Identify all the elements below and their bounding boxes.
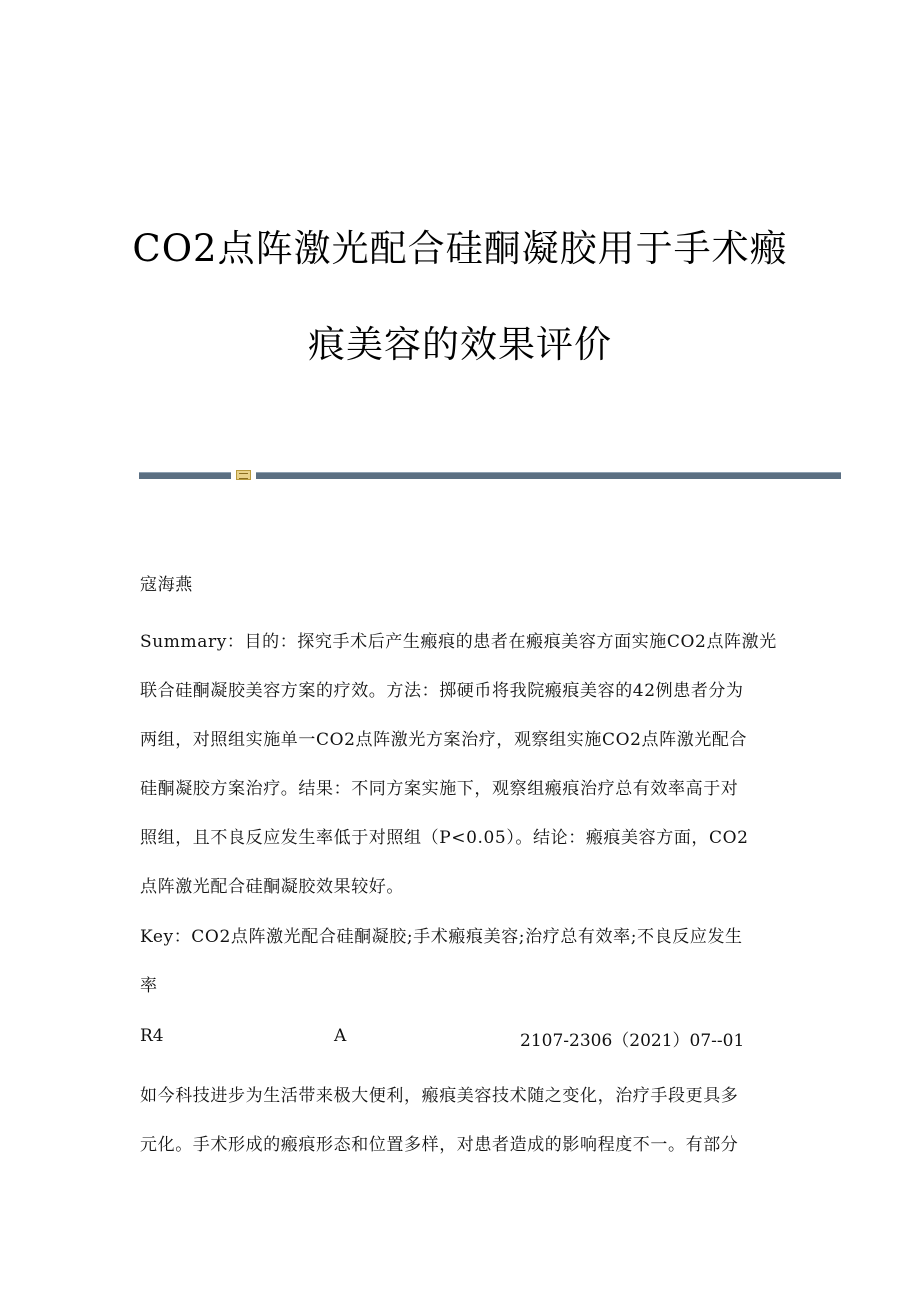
title-divider bbox=[139, 470, 841, 480]
classification-number: R4 bbox=[140, 1026, 164, 1046]
body-line-2: 元化。手术形成的瘢痕形态和位置多样，对患者造成的影响程度不一。有部分 bbox=[140, 1135, 739, 1155]
author-name: 寇海燕 bbox=[140, 575, 193, 595]
divider-bar-right bbox=[256, 472, 841, 479]
divider-bar-left bbox=[139, 472, 231, 479]
envelope-icon bbox=[236, 470, 251, 480]
keywords-line-1: Key：CO2点阵激光配合硅酮凝胶;手术瘢痕美容;治疗总有效率;不良反应发生 bbox=[140, 927, 743, 947]
keywords-line-2: 率 bbox=[140, 976, 158, 996]
classification-row bbox=[140, 1026, 800, 1051]
summary-line-3: 两组，对照组实施单一CO2点阵激光方案治疗，观察组实施CO2点阵激光配合 bbox=[140, 730, 748, 750]
summary-line-4: 硅酮凝胶方案治疗。结果：不同方案实施下，观察组瘢痕治疗总有效率高于对 bbox=[140, 779, 739, 799]
document-code: A bbox=[334, 1026, 347, 1046]
summary-line-1: Summary：目的：探究手术后产生瘢痕的患者在瘢痕美容方面实施CO2点阵激光 bbox=[140, 632, 777, 652]
article-number: 2107-2306（2021）07--01 bbox=[520, 1031, 745, 1051]
summary-line-2: 联合硅酮凝胶美容方案的疗效。方法：掷硬币将我院瘢痕美容的42例患者分为 bbox=[140, 681, 744, 701]
document-title-line-1: CO2点阵激光配合硅酮凝胶用于手术瘢 bbox=[132, 227, 788, 270]
summary-line-6: 点阵激光配合硅酮凝胶效果较好。 bbox=[140, 877, 404, 897]
body-line-1: 如今科技进步为生活带来极大便利，瘢痕美容技术随之变化，治疗手段更具多 bbox=[140, 1086, 739, 1106]
document-title-line-2: 痕美容的效果评价 bbox=[308, 323, 612, 366]
summary-line-5: 照组，且不良反应发生率低于对照组（P<0.05）。结论：瘢痕美容方面，CO2 bbox=[140, 828, 749, 848]
